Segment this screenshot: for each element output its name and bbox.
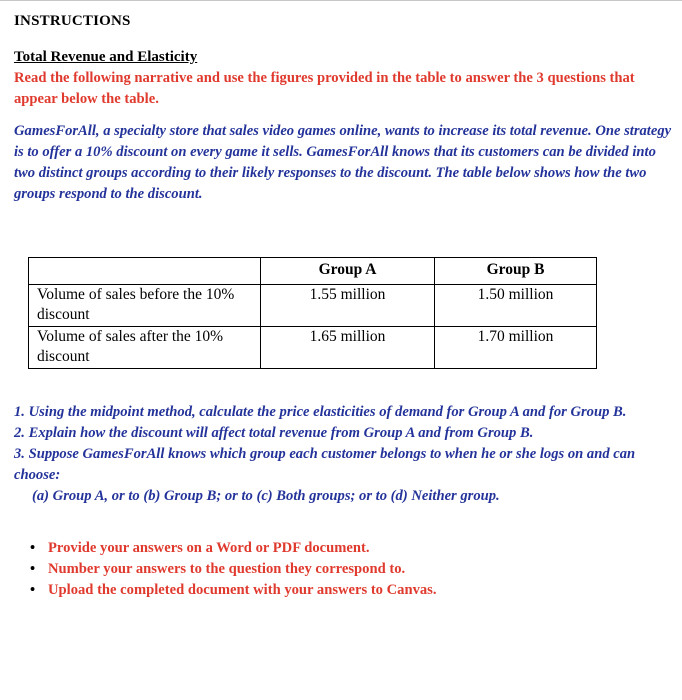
list-item [30,559,437,580]
question-2: 2. Explain how the discount will affect total revenue from Group A and from Group B. [14,425,534,441]
question-1: 1. Using the midpoint method, calculate the price elasticities of demand for Group A and for Group B. [14,404,627,420]
table-row-label: Volume of sales after the 10% discount [29,327,261,369]
section-title: Total Revenue and Elasticity [14,49,198,65]
list-item [30,538,437,559]
list-item [30,580,437,601]
question-3: 3. Suppose GamesForAll knows which group each customer belongs to when he or she logs on and can choose: [14,446,636,483]
table-cell: 1.55 million [261,285,435,327]
bullet-icon: • [30,561,36,577]
bullet-text: Upload the completed document with your answers to Canvas. [48,582,437,598]
bullet-text: Number your answers to the question they correspond to. [48,561,406,577]
table-header-cell [29,258,261,285]
bullet-text: Provide your answers on a Word or PDF document. [48,540,370,556]
table-row-label: Volume of sales before the 10% discount [29,285,261,327]
submission-bullets [30,538,437,601]
bullet-icon: • [30,582,36,598]
narrative-paragraph: GamesForAll, a specialty store that sales video games online, wants to increase its total revenue. One strategy is to offer a 10% discount on every game it sells. GamesForAll knows that its customers can be divided into two distinct groups according to their likely responses to the discount. The table below shows how the two groups respond to the discount. [14,123,672,202]
table-header-cell: Group B [435,258,597,285]
table-header-row [29,258,597,285]
sales-table [28,257,597,369]
bullet-icon: • [30,540,36,556]
question-3-options: (a) Group A, or to (b) Group B; or to (c) Both groups; or to (d) Neither group. [32,488,500,504]
table-cell: 1.50 million [435,285,597,327]
table-cell: 1.65 million [261,327,435,369]
table-cell: 1.70 million [435,327,597,369]
table-row [29,285,597,327]
table-row [29,327,597,369]
table-header-cell: Group A [261,258,435,285]
page-heading: INSTRUCTIONS [14,13,131,29]
read-instruction: Read the following narrative and use the figures provided in the table to answer the 3 questions that appear below the table. [14,70,635,107]
questions-block [14,402,674,507]
